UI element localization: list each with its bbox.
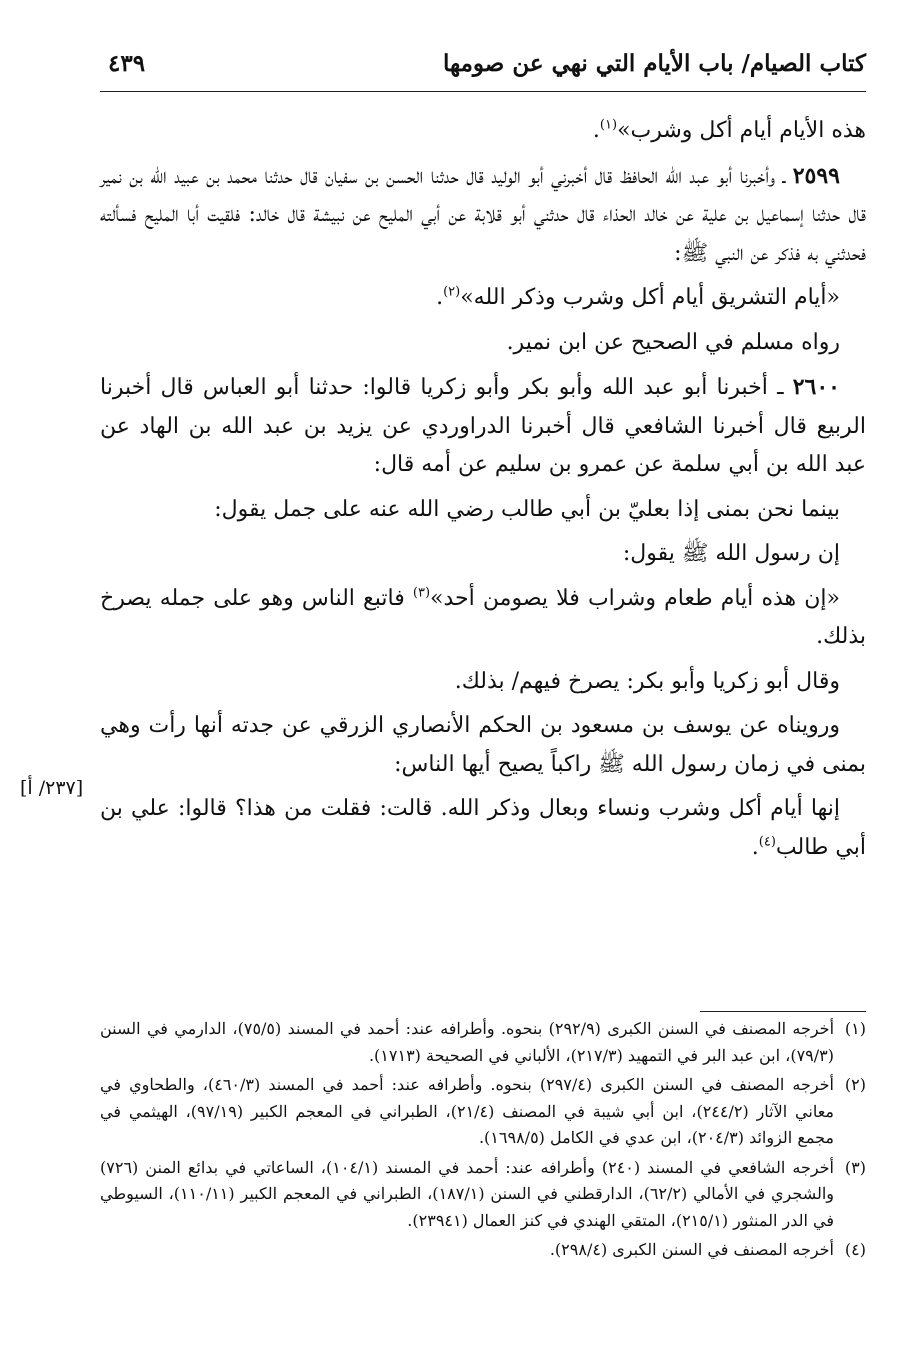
footnote-text: أخرجه الشافعي في المسند (٢٤٠) وأطرافه عند: أحمد في المسند (١٠٤/١)، الساعاتي في بدائع المنن (٧٢٦) والشجري في الأمالي (٦٢/٢)، الدارقطني في السنن (١٨٧/١)، الطبراني في المعجم الكبير (١١٠/١١)، السيوطي في الدر المنثور (٢١٥/١)، المتقي الهندي في كنز العمال (٢٣٩٤١). (100, 1157, 835, 1230)
footnote-ref: (١) (599, 117, 618, 133)
page-header (100, 40, 866, 86)
paragraph-innaha: إنها أيام أكل وشرب ونساء وبعال وذكر الله. قالت: فقلت من هذا؟ قالوا: علي بن أبي طالب$^{(٤)}$. (100, 796, 866, 860)
margin-folio-note: [٢٣٧/ أ] (20, 777, 84, 799)
paragraph-opening: هذه الأيام أيام أكل وشرب»$^{(١)}$. (592, 117, 866, 143)
footnote-text: أخرجه المصنف في السنن الكبرى (٢٩٨/٤). (549, 1240, 834, 1259)
header-rule (100, 91, 866, 92)
footnote-ref: (٢) (443, 284, 461, 300)
paragraph-riwaya: ورويناه عن يوسف بن مسعود بن الحكم الأنصاري الزرقي عن جدته أنها رأت وهي بمنى في زمان رسول الله ﷺ راكباً يصيح أيها الناس: (100, 713, 866, 777)
footnote-ref: (٣) (412, 585, 431, 601)
footnote-number: (٢) (844, 1075, 866, 1094)
paragraph-bayna: بينما نحن بمنى إذا بعليّ بن أبي طالب رضي الله عنه على جمل يقول: (214, 496, 840, 522)
footnote (100, 1072, 866, 1152)
footnote-rule (700, 1011, 866, 1012)
main-text (100, 112, 866, 867)
footnote-ref: (٤) (758, 834, 776, 850)
quote-taam: «إن هذه أيام طعام وشراب فلا يصومن أحد»$^{(٣)}$ فاتبع الناس وهو على جمله يصرخ بذلك. (100, 585, 866, 649)
quote-tashriq: «أيام التشريق أيام أكل وشرب وذكر الله»$^{(٢)}$. (436, 284, 840, 310)
hadith-2599: ٢٥٩٩ ـ وأخبرنا أبو عبد الله الحافظ قال أخبرني أبو الوليد قال حدثنا الحسن بن سفيان قال حدثنا محمد بن عبيد الله بن نمير قال حدثنا إسماعيل بن علية عن خالد الحذاء قال حدثني أبو قلابة عن أبي المليح عن نبيشة قال خالد: فلقيت أبا المليح فسألته فحدثني به فذكر عن النبي ﷺ: (100, 162, 866, 266)
footnote-number: (١) (844, 1019, 866, 1038)
paragraph-qala: وقال أبو زكريا وأبو بكر: يصرخ فيهم/ بذلك. (454, 668, 840, 694)
footnote-text: أخرجه المصنف في السنن الكبرى (٢٩٢/٩) بنحوه. وأطرافه عند: أحمد في المسند (٧٥/٥)، الدارمي في السنن (٧٩/٣)، ابن عبد البر في التمهيد (٢١٧/٣)، الألباني في الصحيحة (١٧١٣). (100, 1019, 835, 1065)
paragraph-muslim: رواه مسلم في الصحيح عن ابن نمير. (506, 329, 840, 355)
footnote (100, 1237, 866, 1264)
hadith-number: ٢٥٩٩ (792, 162, 840, 189)
paragraph-inna-rasul: إن رسول الله ﷺ يقول: (622, 541, 840, 566)
page-number: ٤٣٩ (108, 49, 146, 77)
hadith-2600: ٢٦٠٠ ـ أخبرنا أبو عبد الله وأبو بكر وأبو زكريا قالوا: حدثنا أبو العباس قال أخبرنا الربيع قال أخبرنا الشافعي قال أخبرنا الدراوردي عن يزيد بن عبد الله بن الهاد عن عبد الله بن أبي سلمة عن عمرو بن سليم عن أمه قال: (100, 374, 866, 477)
footnotes (100, 1016, 866, 1267)
footnote (100, 1155, 866, 1235)
footnote-number: (٣) (844, 1157, 866, 1177)
running-title: كتاب الصيام/ باب الأيام التي نهي عن صومها (442, 49, 866, 77)
footnote (100, 1016, 866, 1069)
footnote-number: (٤) (844, 1240, 866, 1259)
hadith-number: ٢٦٠٠ (792, 374, 840, 400)
footnote-text: أخرجه المصنف في السنن الكبرى (٢٩٧/٤) بنحوه. وأطرافه عند: أحمد في المسند (٤٦٠/٣)، والطحاوي في معاني الآثار (٢٤٤/٢)، ابن أبي شيبة في المصنف (٢١/٤)، الطبراني في المعجم الكبير (٩٧/١٩)، الهيثمي في مجمع الزوائد (٢٠٤/٣)، ابن عدي في الكامل (١٦٩٨/٥). (100, 1075, 835, 1147)
